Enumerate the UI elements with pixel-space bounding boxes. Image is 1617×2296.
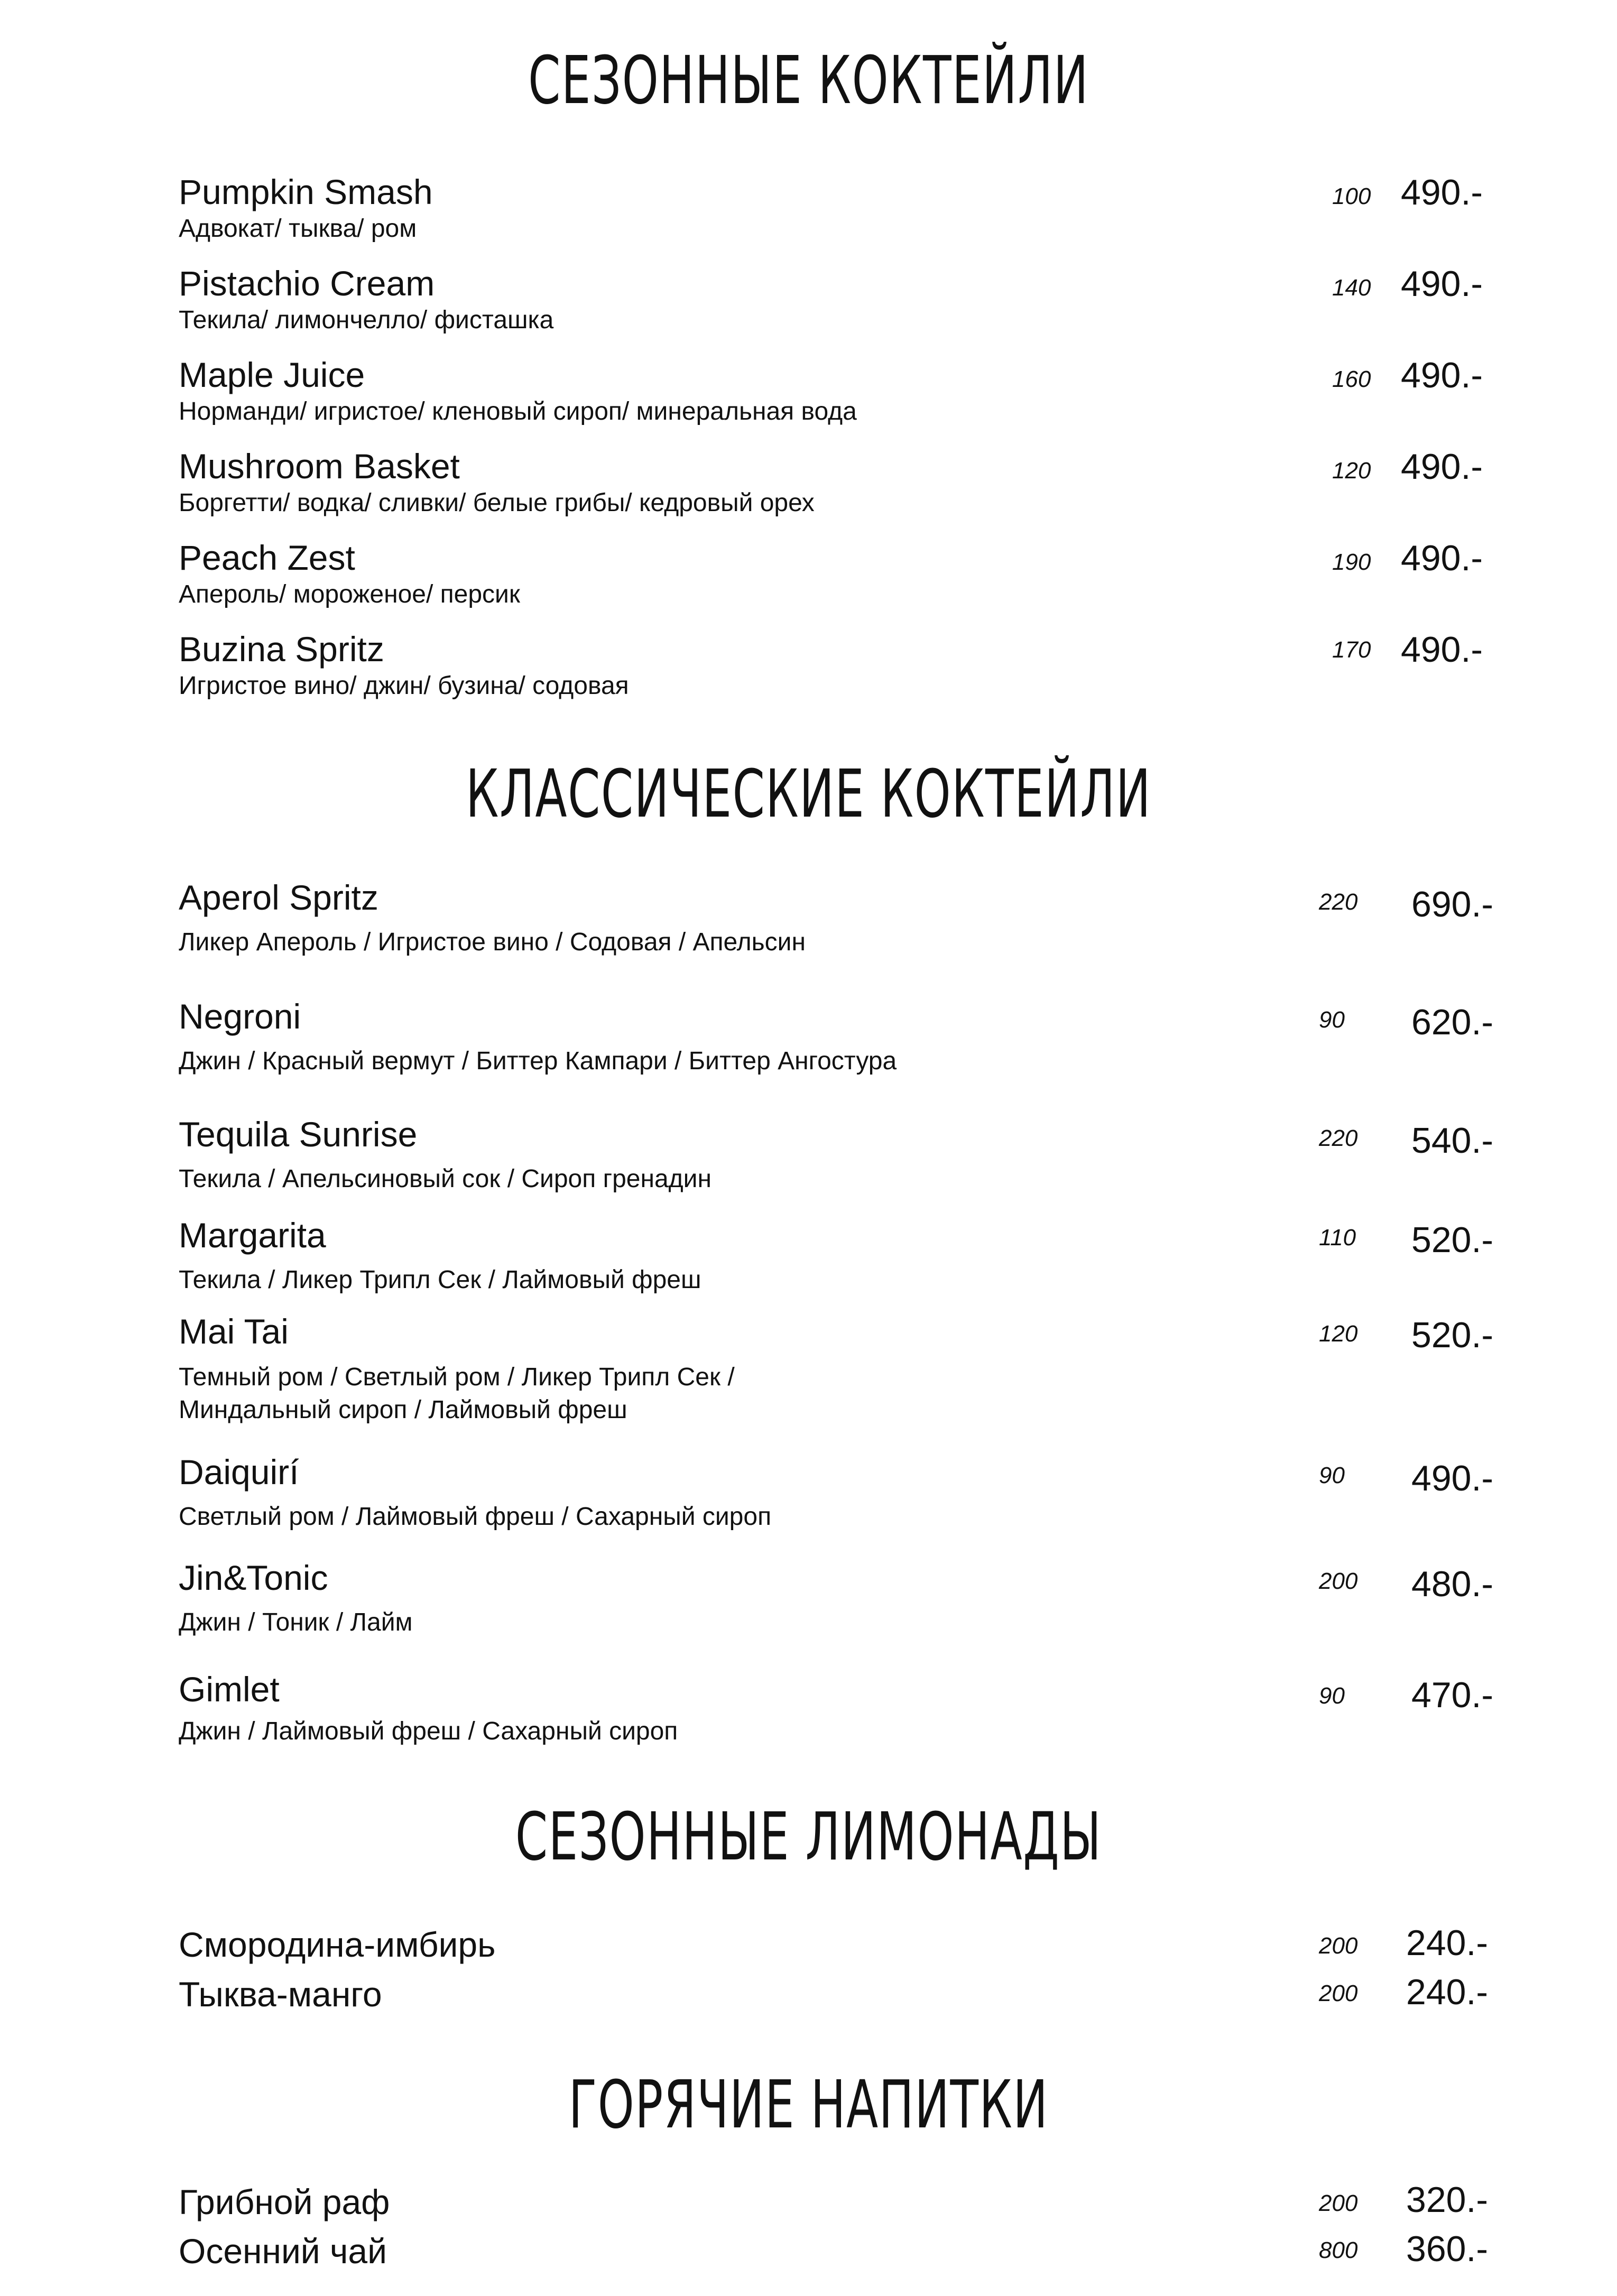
- item-name: Gimlet: [179, 1670, 280, 1709]
- item-price: 690.-: [1411, 884, 1493, 924]
- item-volume: 90: [1319, 1007, 1345, 1033]
- item-price: 490.-: [1401, 629, 1483, 670]
- item-volume: 200: [1319, 1980, 1358, 2006]
- section-title-seasonal-lemonades: СЕЗОННЫЕ ЛИМОНАДЫ: [515, 1799, 1102, 1875]
- item-name: Aperol Spritz: [179, 878, 378, 917]
- item-price: 320.-: [1406, 2180, 1488, 2220]
- item-volume: 190: [1332, 549, 1371, 575]
- item-volume: 120: [1319, 1321, 1358, 1347]
- item-price: 490.-: [1401, 172, 1483, 212]
- item-volume: 800: [1319, 2237, 1358, 2263]
- item-description: Джин / Красный вермут / Биттер Кампари / Биттер Ангостура: [179, 1047, 897, 1075]
- item-name: Buzina Spritz: [179, 629, 384, 669]
- item-description: Джин / Тоник / Лайм: [179, 1608, 413, 1636]
- item-description: Боргетти/ водка/ сливки/ белые грибы/ кедровый орех: [179, 489, 815, 517]
- item-description: Норманди/ игристое/ кленовый сироп/ минеральная вода: [179, 397, 857, 425]
- item-name: Negroni: [179, 997, 301, 1036]
- item-price: 620.-: [1411, 1002, 1493, 1042]
- item-volume: 120: [1332, 458, 1371, 484]
- item-name: Jin&Tonic: [179, 1558, 328, 1597]
- section-title-classic-cocktails: КЛАССИЧЕСКИЕ КОКТЕЙЛИ: [466, 756, 1152, 832]
- item-name: Грибной раф: [179, 2182, 390, 2221]
- item-price: 490.-: [1401, 264, 1483, 304]
- item-description: Текила / Апельсиновый сок / Сироп гренадин: [179, 1165, 712, 1193]
- item-name: Mai Tai: [179, 1312, 289, 1351]
- item-name: Смородина-имбирь: [179, 1925, 496, 1964]
- item-volume: 160: [1332, 366, 1371, 392]
- item-volume: 220: [1319, 889, 1358, 915]
- item-description: Текила/ лимончелло/ фисташка: [179, 306, 554, 334]
- item-name: Tequila Sunrise: [179, 1115, 418, 1154]
- item-description: Темный ром / Светлый ром / Ликер Трипл Сек /: [179, 1363, 735, 1391]
- item-price: 360.-: [1406, 2229, 1488, 2269]
- item-name: Margarita: [179, 1216, 326, 1255]
- item-price: 490.-: [1411, 1458, 1493, 1498]
- item-name: Осенний чай: [179, 2232, 387, 2271]
- item-name: Pistachio Cream: [179, 264, 435, 303]
- section-title-hot-drinks: ГОРЯЧИЕ НАПИТКИ: [568, 2067, 1049, 2143]
- item-description: Светлый ром / Лаймовый фреш / Сахарный сироп: [179, 1503, 772, 1531]
- item-price: 480.-: [1411, 1564, 1493, 1604]
- item-volume: 220: [1319, 1125, 1358, 1151]
- item-volume: 200: [1319, 1933, 1358, 1959]
- item-price: 490.-: [1401, 355, 1483, 395]
- item-price: 240.-: [1406, 1972, 1488, 2012]
- item-price: 520.-: [1411, 1220, 1493, 1260]
- item-price: 490.-: [1401, 447, 1483, 487]
- item-volume: 90: [1319, 1462, 1345, 1488]
- item-description: Ликер Апероль / Игристое вино / Содовая / Апельсин: [179, 928, 806, 956]
- item-name: Peach Zest: [179, 538, 355, 577]
- item-description: Текила / Ликер Трипл Сек / Лаймовый фреш: [179, 1266, 701, 1294]
- item-name: Тыква-манго: [179, 1975, 382, 2014]
- item-description: Джин / Лаймовый фреш / Сахарный сироп: [179, 1717, 678, 1745]
- item-price: 240.-: [1406, 1923, 1488, 1963]
- item-description-line2: Миндальный сироп / Лаймовый фреш: [179, 1396, 627, 1424]
- item-volume: 110: [1319, 1225, 1356, 1251]
- item-description: Апероль/ мороженое/ персик: [179, 580, 520, 608]
- item-price: 540.-: [1411, 1121, 1493, 1161]
- item-volume: 200: [1319, 2190, 1358, 2216]
- item-description: Адвокат/ тыква/ ром: [179, 215, 417, 243]
- item-name: Mushroom Basket: [179, 447, 460, 486]
- section-title-seasonal-cocktails: СЕЗОННЫЕ КОКТЕЙЛИ: [528, 42, 1089, 119]
- item-volume: 100: [1332, 183, 1371, 209]
- item-volume: 170: [1332, 637, 1371, 663]
- item-price: 490.-: [1401, 538, 1483, 578]
- item-volume: 200: [1319, 1568, 1358, 1594]
- item-name: Maple Juice: [179, 355, 365, 394]
- item-price: 470.-: [1411, 1675, 1493, 1715]
- item-volume: 90: [1319, 1683, 1345, 1709]
- item-name: Pumpkin Smash: [179, 172, 433, 211]
- item-volume: 140: [1332, 275, 1371, 301]
- item-description: Игристое вино/ джин/ бузина/ содовая: [179, 672, 629, 700]
- item-name: Daiquirí: [179, 1452, 299, 1492]
- item-price: 520.-: [1411, 1315, 1493, 1355]
